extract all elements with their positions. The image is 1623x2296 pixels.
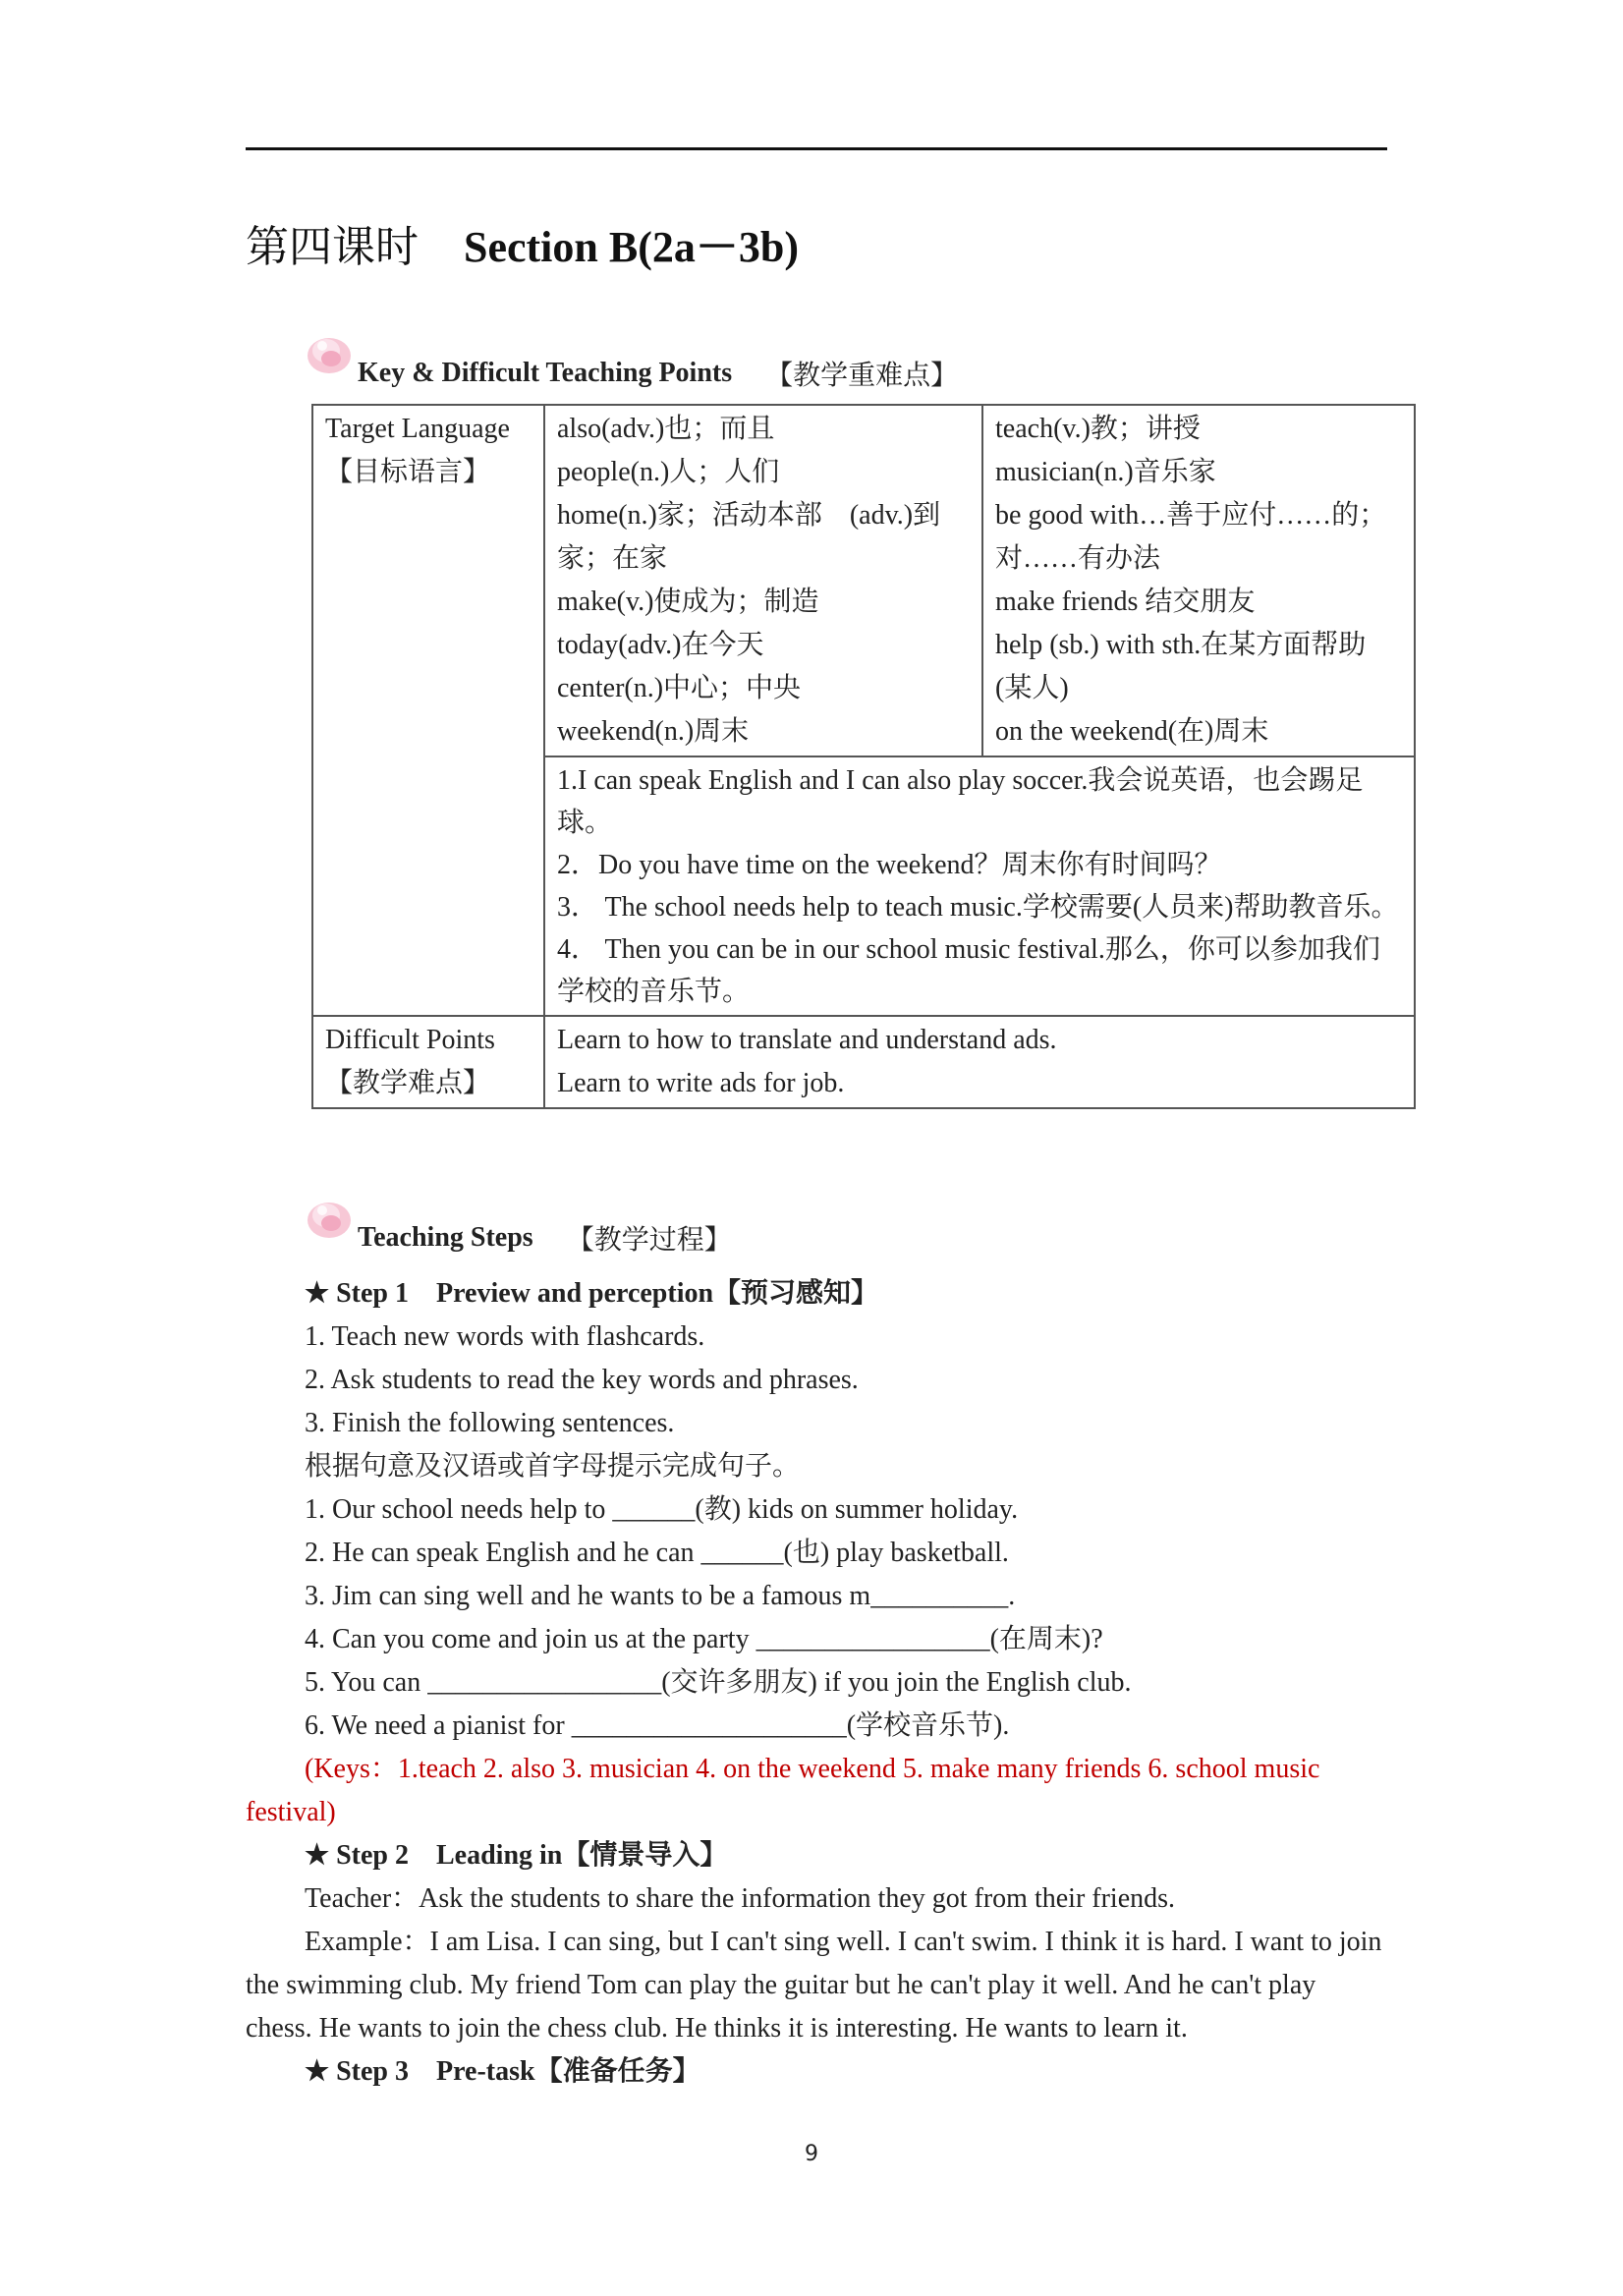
difficult-label-en: Difficult Points	[325, 1025, 495, 1055]
flower-icon	[303, 326, 356, 379]
key-points-heading-en: Key & Difficult Teaching Points	[358, 358, 733, 388]
exercise-item: 1. Our school needs help to ______(教) kids on summer holiday.	[305, 1494, 1019, 1525]
teaching-steps-body	[246, 1272, 1387, 2094]
lesson-title-cn: 第四课时	[246, 223, 419, 271]
exercise-item: 6. We need a pianist for ____________________(学校音乐节).	[305, 1710, 1010, 1741]
difficult-item: Learn to how to translate and understand ads.	[557, 1025, 1057, 1055]
exercise-item: 3. Jim can sing well and he wants to be a famous m__________.	[305, 1581, 1016, 1611]
teaching-steps-heading-en: Teaching Steps	[358, 1222, 533, 1253]
exercise-item: 5. You can _________________(交许多朋友) if you join the English club.	[305, 1667, 1132, 1698]
key-sentences	[544, 756, 1415, 1016]
difficult-points	[544, 1016, 1415, 1108]
vocab-item: people(n.)人；人们	[557, 457, 780, 487]
difficult-points-label	[312, 1016, 544, 1108]
page-number: 9	[805, 2142, 818, 2166]
step-3-title: ★ Step 3 Pre-task【准备任务】	[305, 2056, 700, 2087]
vocab-column-2	[982, 405, 1415, 756]
lesson-title-en: Section B(2a－3b)	[464, 223, 799, 271]
key-sentence: 2．Do you have time on the weekend？周末你有时间吗？	[557, 850, 1222, 880]
step-2-title: ★ Step 2 Leading in【情景导入】	[305, 1840, 728, 1871]
key-sentence: 3． The school needs help to teach music.学校需要(人员来)帮助教音乐。	[557, 892, 1399, 923]
vocab-item: musician(n.)音乐家	[995, 457, 1216, 487]
step-item: 2. Ask students to read the key words and phrases.	[305, 1365, 859, 1395]
step-item: 1. Teach new words with flashcards.	[305, 1321, 705, 1352]
vocab-item: also(adv.)也；而且	[557, 414, 775, 444]
key-points-table	[311, 404, 1416, 1109]
difficult-item: Learn to write ads for job.	[557, 1068, 845, 1098]
teacher-line: Teacher：Ask the students to share the information they got from their friends.	[305, 1883, 1176, 1914]
step-item: 3. Finish the following sentences.	[305, 1408, 675, 1438]
vocab-item: on the weekend(在)周末	[995, 716, 1269, 747]
vocab-item: teach(v.)教；讲授	[995, 414, 1201, 444]
vocab-column-1	[544, 405, 982, 756]
vocab-item: help (sb.) with sth.在某方面帮助(某人)	[995, 630, 1367, 703]
example-paragraph: Example：I am Lisa. I can sing, but I can't sing well. I can't swim. I think it is hard. I want to join the swimming club. My friend Tom can play the guitar but he can't play it well. And he can't play chess. He wants to join the chess club. He thinks it is interesting. He wants to learn it.	[246, 1927, 1382, 2044]
target-language-label	[312, 405, 544, 1016]
vocab-item: weekend(n.)周末	[557, 716, 750, 747]
header-rule	[246, 147, 1387, 150]
teaching-steps-heading-cn: 【教学过程】	[566, 1225, 732, 1256]
key-sentence: 1.I can speak English and I can also play soccer.我会说英语，也会踢足球。	[557, 765, 1364, 838]
vocab-item: center(n.)中心；中央	[557, 673, 802, 703]
key-sentence: 4． Then you can be in our school music festival.那么，你可以参加我们学校的音乐节。	[557, 934, 1380, 1007]
exercise-item: 4. Can you come and join us at the party _________________(在周末)?	[305, 1624, 1103, 1654]
key-points-heading-cn: 【教学重难点】	[765, 361, 959, 391]
key-points-heading	[358, 354, 958, 393]
vocab-item: make(v.)使成为；制造	[557, 587, 819, 617]
difficult-label-cn: 【教学难点】	[325, 1068, 491, 1098]
vocab-item: today(adv.)在今天	[557, 630, 764, 660]
exercise-item: 2. He can speak English and he can ______(也) play basketball.	[305, 1538, 1009, 1568]
exercise-instruction: 根据句意及汉语或首字母提示完成句子。	[305, 1451, 801, 1482]
answer-keys: (Keys：1.teach 2. also 3. musician 4. on the weekend 5. make many friends 6. school music festival)	[246, 1754, 1320, 1827]
vocab-item: be good with…善于应付……的；对……有办法	[995, 500, 1387, 574]
target-label-cn: 【目标语言】	[325, 457, 491, 487]
teaching-steps-heading	[358, 1218, 732, 1258]
vocab-item: make friends 结交朋友	[995, 587, 1256, 617]
lesson-title	[246, 211, 799, 274]
vocab-item: home(n.)家；活动本部 (adv.)到家；在家	[557, 500, 941, 574]
target-label-en: Target Language	[325, 414, 510, 444]
flower-icon	[303, 1191, 356, 1244]
step-1-title: ★ Step 1 Preview and perception【预习感知】	[305, 1278, 879, 1309]
